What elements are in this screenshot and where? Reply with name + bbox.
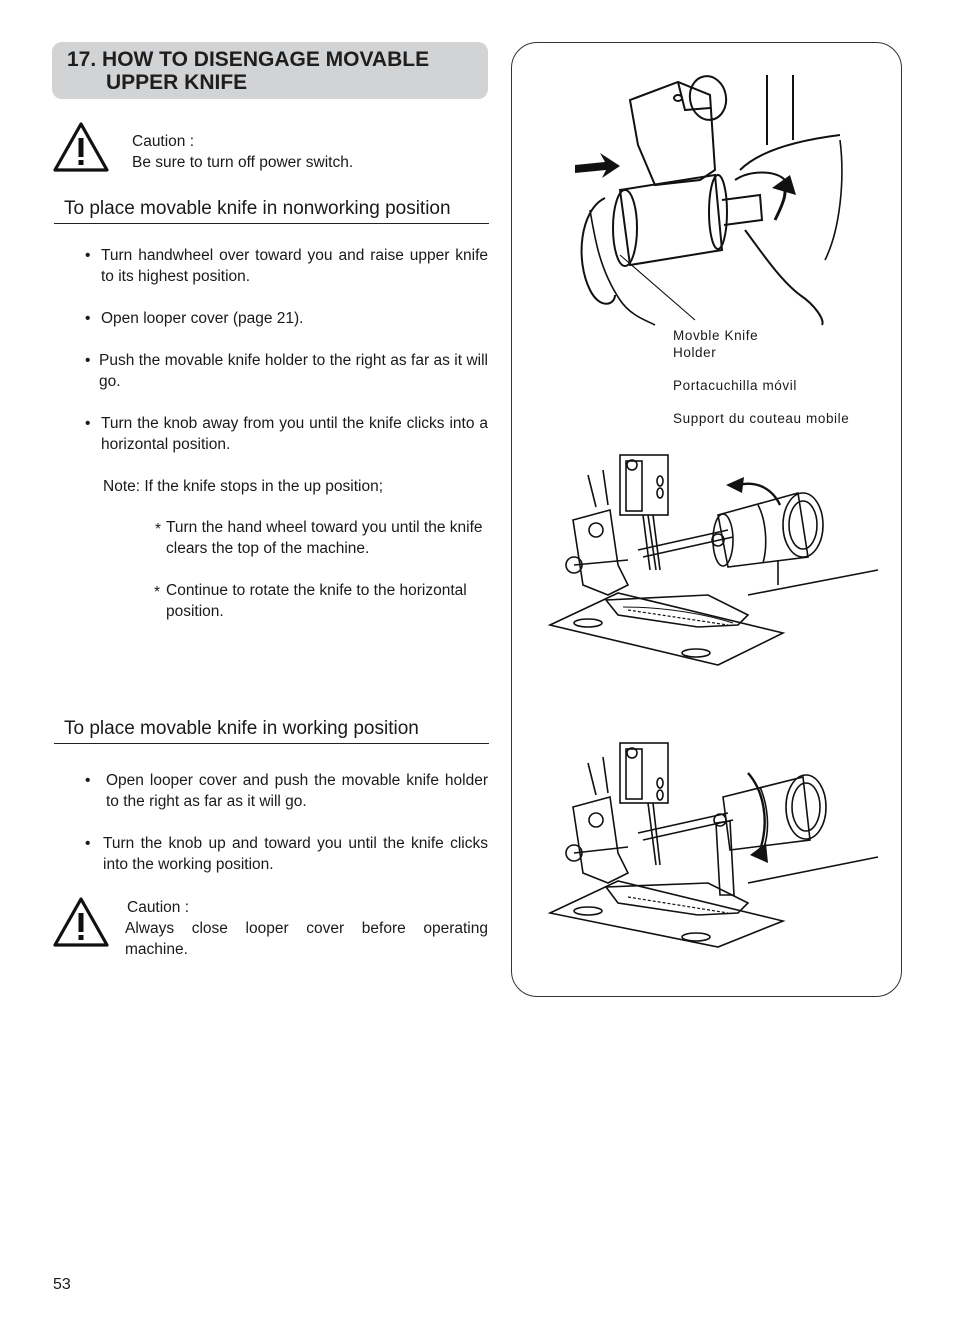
- warning-triangle-icon: [52, 896, 110, 948]
- caution-text-top: Be sure to turn off power switch.: [132, 154, 354, 171]
- figure-label-holder-en-2: Holder: [673, 345, 717, 360]
- instruction-step: Open looper cover and push the movable knife holder to the right as far as it will go.: [106, 772, 488, 810]
- instruction-step: Push the movable knife holder to the right as far as it will go.: [99, 352, 488, 390]
- section-title-line-2: UPPER KNIFE: [106, 71, 248, 94]
- page-number: 53: [53, 1276, 71, 1293]
- bullet-marker: •: [85, 247, 91, 264]
- note-text: Note: If the knife stops in the up position;: [103, 478, 384, 495]
- bullet-marker: •: [85, 310, 91, 327]
- sub-instruction: Continue to rotate the knife to the horizontal position.: [166, 582, 467, 620]
- section-heading-working: To place movable knife in working position: [54, 717, 489, 744]
- instruction-step: Turn the knob up and toward you until the knife clicks into the working position.: [103, 835, 488, 873]
- bullet-marker: •: [85, 352, 91, 369]
- sub-instruction: Turn the hand wheel toward you until the knife clears the top of the machine.: [166, 519, 483, 557]
- figure-label-holder-en-1: Movble Knife: [673, 328, 759, 343]
- instruction-step: Turn the knob away from you until the knife clicks into a horizontal position.: [101, 415, 488, 453]
- bullet-marker: •: [85, 415, 91, 432]
- caution-text-bottom: Always close looper cover before operating machine.: [125, 920, 488, 958]
- warning-triangle-icon: [52, 121, 110, 173]
- knife-holder-hand-illustration: [560, 70, 860, 340]
- instruction-step: Open looper cover (page 21).: [101, 310, 304, 327]
- section-title-line-1: 17. HOW TO DISENGAGE MOVABLE: [67, 48, 430, 71]
- asterisk-marker: *: [155, 521, 162, 538]
- bullet-marker: •: [85, 835, 91, 852]
- bullet-marker: •: [85, 772, 91, 789]
- knife-working-illustration: [548, 735, 878, 950]
- figure-label-holder-es: Portacuchilla móvil: [673, 378, 797, 393]
- caution-label-bottom: Caution :: [127, 899, 190, 916]
- figure-label-holder-fr: Support du couteau mobile: [673, 411, 850, 426]
- asterisk-marker: *: [154, 584, 161, 601]
- section-title-box: [52, 42, 488, 99]
- instruction-step: Turn handwheel over toward you and raise upper knife to its highest position.: [101, 247, 488, 285]
- caution-label-top: Caution :: [132, 133, 195, 150]
- knife-nonworking-illustration: [548, 445, 878, 665]
- section-heading-nonworking: To place movable knife in nonworking position: [54, 197, 489, 224]
